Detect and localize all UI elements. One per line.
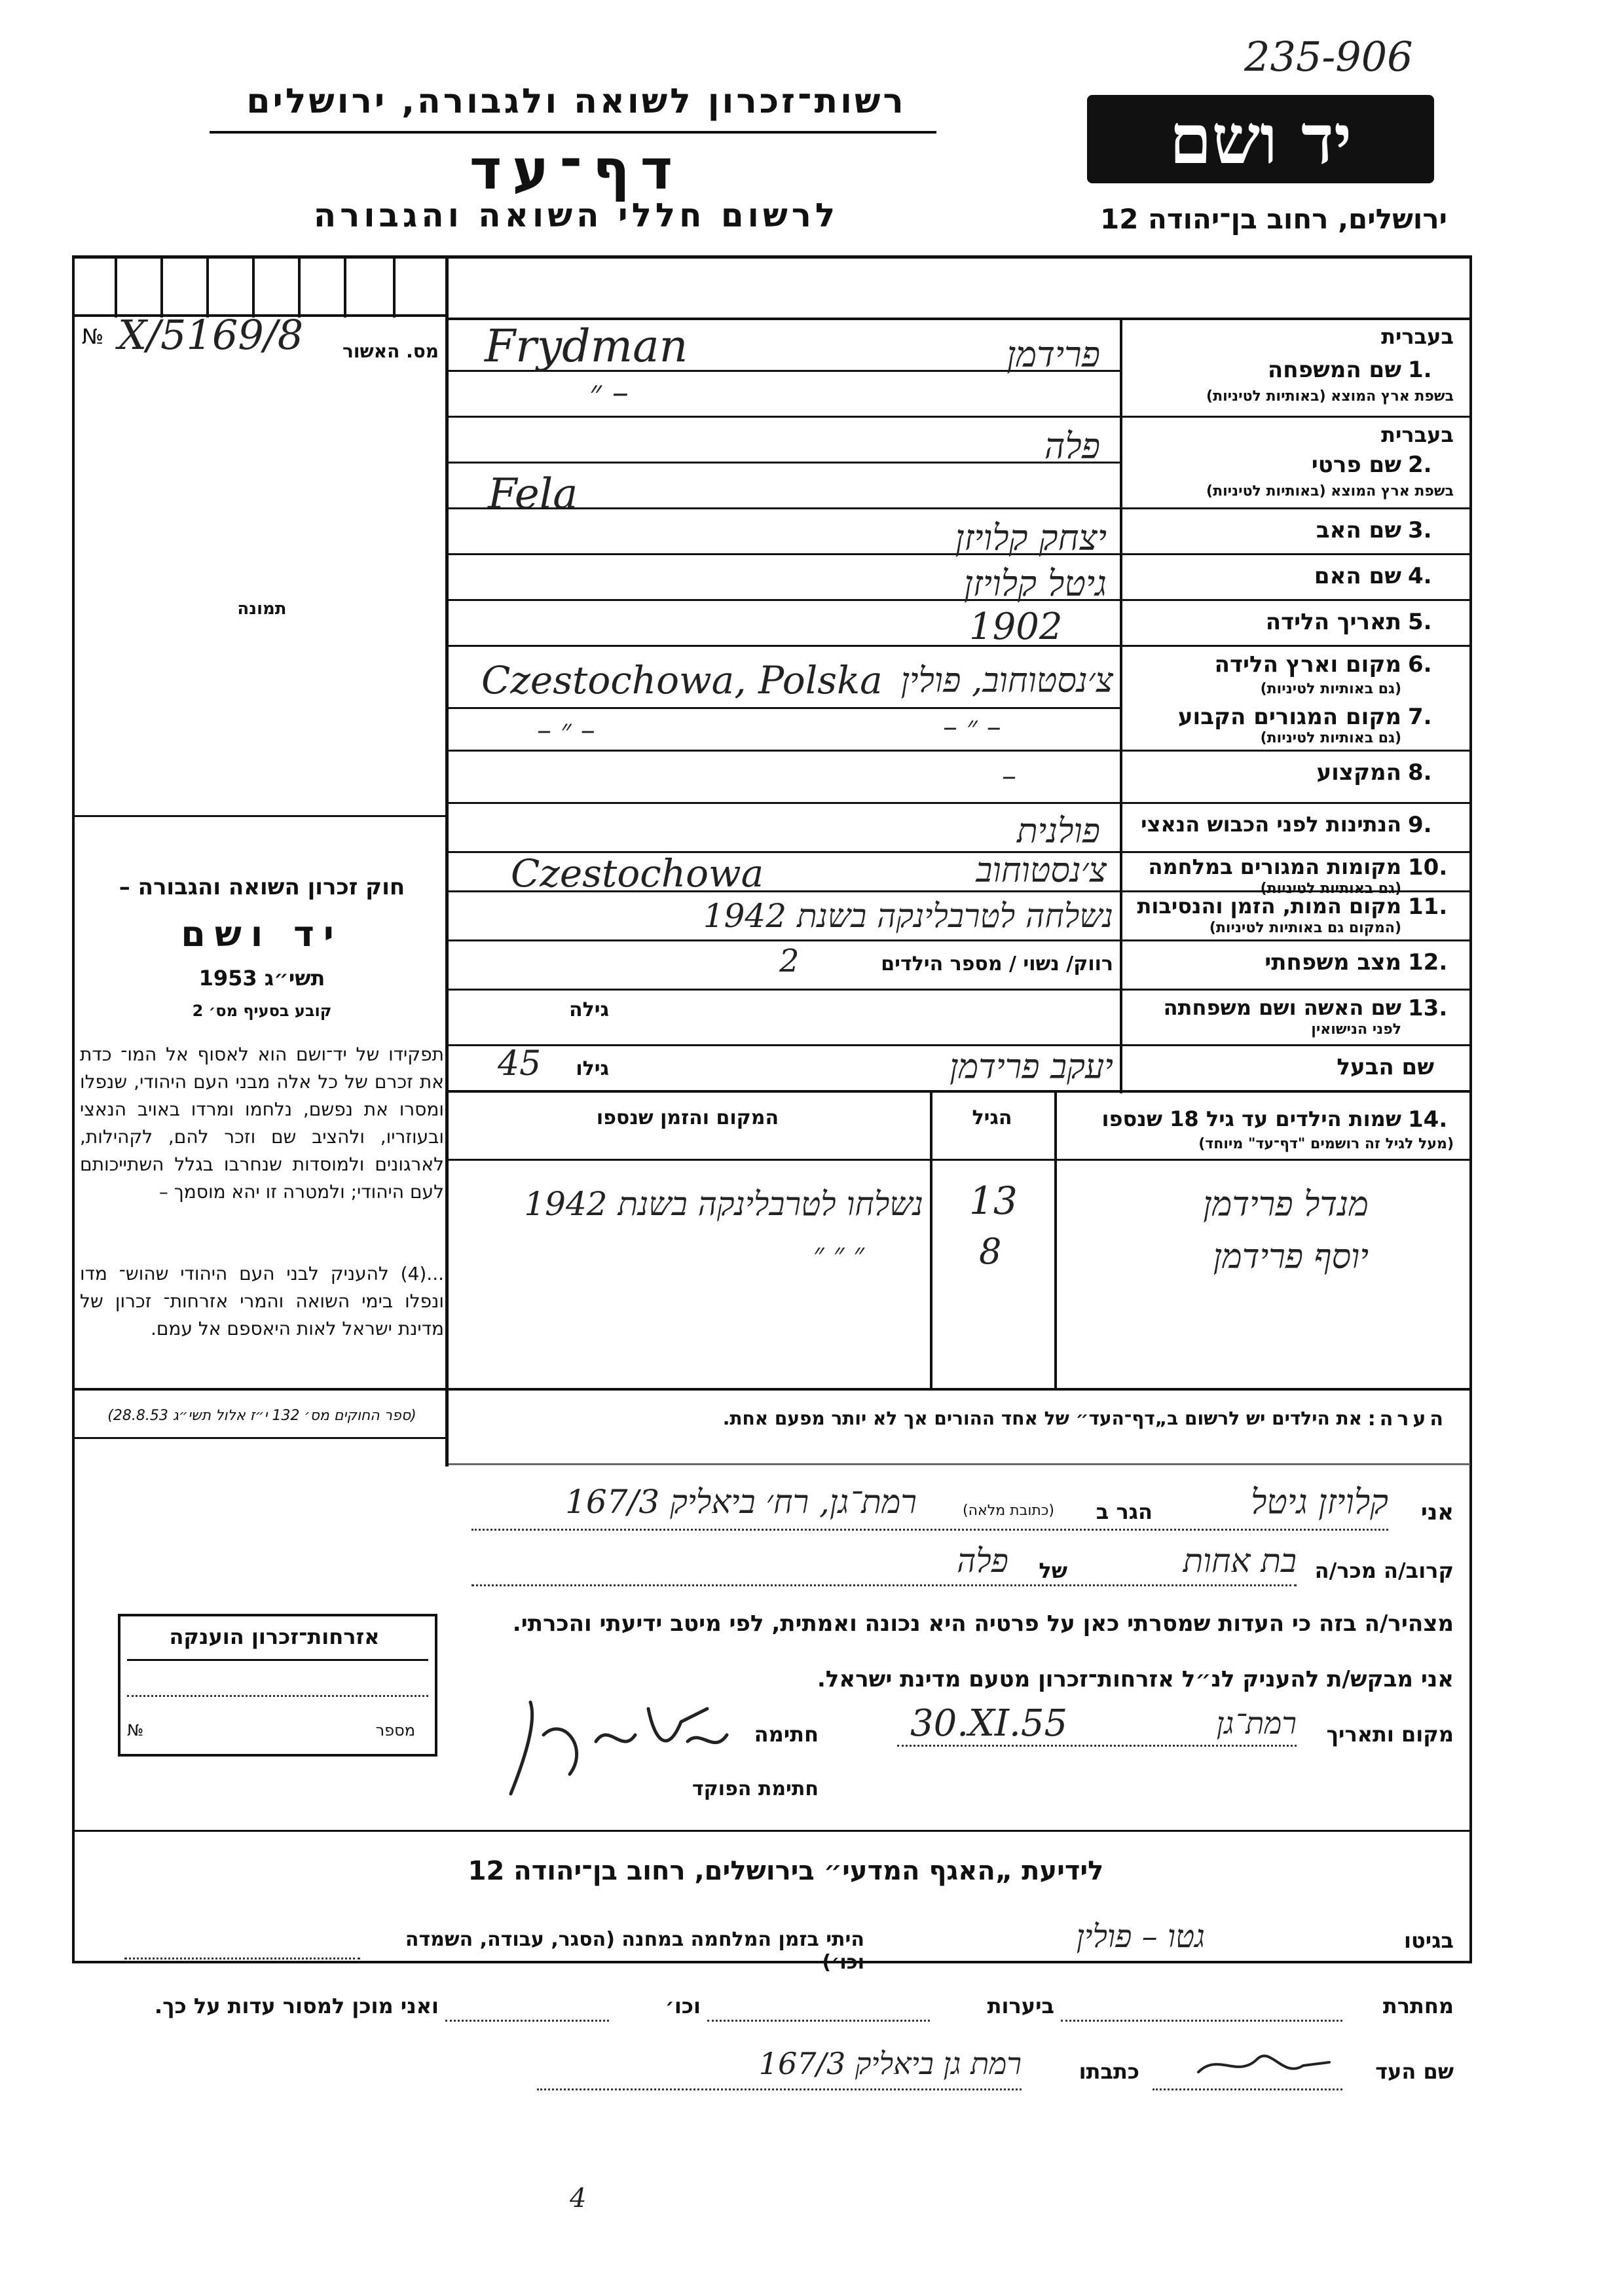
declaration-resident-label: הגר ב	[1096, 1499, 1153, 1524]
wife-age-label: גילה	[569, 998, 609, 1021]
child-1-age: 13	[969, 1178, 1018, 1223]
info-line2-a: מחתרת	[1382, 1994, 1454, 2018]
info-line2-c: וכו׳	[665, 1994, 701, 2018]
declaration-address: רמת־גן, רח׳ ביאליק 167/3	[565, 1483, 917, 1521]
children-note: (מעל לגיל זה רושמים "דף־עד" מיוחד)	[1198, 1136, 1454, 1152]
field-13-sub: לפני הנישואין	[1311, 1021, 1401, 1038]
field-4-label: שם האם	[1314, 563, 1401, 589]
field-8-num: 8.	[1408, 759, 1432, 786]
declaration-relative-label: קרוב/ה מכר/ה	[1314, 1558, 1454, 1583]
field-2-hebrew-value: פלה	[1044, 426, 1100, 467]
info-line3-label: שם העד	[1375, 2059, 1454, 2084]
yad-vashem-logo: יד ושם	[1087, 95, 1434, 183]
law-paragraph-2: ...(4) להעניק לבני העם היהודי שהוש־ מדו ונפלו בימי השואה והמרי אזרחות־ זכרון של מדינת ישראל לאות היאספם אל עמם.	[80, 1263, 444, 1339]
field-1-label: שם המשפחה	[1267, 357, 1401, 383]
field-5-num: 5.	[1408, 609, 1432, 635]
signature-label: חתימה	[754, 1722, 819, 1747]
husband-age-label: גילו	[576, 1057, 609, 1080]
field-3-num: 3.	[1408, 517, 1432, 543]
archive-number: 235-906	[1244, 33, 1413, 81]
child-2-age: 8	[979, 1231, 1002, 1272]
certificate-no-sign: №	[127, 1721, 143, 1740]
field-6-latin-value: Czestochowa, Polska	[481, 658, 883, 702]
field-12-label: מצב משפחתי	[1264, 949, 1401, 975]
children-col-place: המקום והזמן שנספו	[596, 1106, 779, 1129]
field-1-latin-ditto: ״ –	[589, 373, 629, 411]
field-7-label: מקום המגורים הקבוע	[1177, 704, 1401, 730]
child-2-name: יוסף פרידמן	[1213, 1237, 1369, 1277]
field-9-num: 9.	[1408, 812, 1432, 838]
children-title: שמות הילדים עד גיל 18 שנספו	[1101, 1106, 1401, 1131]
declaration-relation: בת אחות	[1183, 1542, 1297, 1580]
field-7-num: 7.	[1408, 704, 1432, 730]
field-12-num: 12.	[1408, 949, 1448, 975]
law-name: יד ושם	[181, 913, 343, 955]
field-8-label: המקצוע	[1316, 759, 1401, 786]
field-10-latin-value: Czestochowa	[511, 851, 764, 896]
field-13-num: 13.	[1408, 995, 1448, 1021]
law-paragraph-1: תפקידו של יד־ושם הוא לאסוף אל המו־ כדת את זכרם של כל אלה מבני העם היהודי, שנפלו ומסרו את נפשם, נלחמו ומרדו באויב הנאצי ובעוזריו, ולהציב שם וזכר להם, לקהילות, לארגונים ולמוסדות שנחרבו בגלל השתייכותם לעם היהודי; ולמטרה זו יהא מוסמך –	[80, 1044, 444, 1203]
info-line3-address-label: כתבתו	[1079, 2059, 1139, 2084]
declaration-i-name: קלויזן גיטל	[1251, 1483, 1388, 1522]
info-line3-address: רמת גן ביאליק 167/3	[758, 2046, 1022, 2081]
field-9-value: פולנית	[1016, 812, 1100, 851]
field-1-latin-value: Frydman	[485, 321, 688, 373]
field-10-label: מקומות המגורים במלחמה	[1148, 854, 1401, 879]
certificate-title: אזרחות־זכרון הוענקה	[169, 1624, 380, 1649]
info-line2-b: ביערות	[987, 1994, 1054, 2018]
field-2-num: 2.	[1408, 452, 1432, 478]
children-section-num: 14.	[1408, 1106, 1448, 1133]
field-7-latin-value: – ״ –	[537, 714, 595, 747]
certificate-number-label: מספר	[375, 1721, 415, 1740]
declaration-address-hint: (כתובת מלאה)	[963, 1503, 1054, 1519]
field-2-lang: בעברית	[1381, 422, 1454, 447]
field-10-sub: (גם באותיות לטיניות)	[1260, 881, 1401, 897]
field-3-value: יצחק קלויזן	[955, 517, 1107, 558]
field-6-num: 6.	[1408, 651, 1432, 678]
field-12-options: רווק/ נשוי / מספר הילדים	[881, 953, 1113, 975]
field-10-num: 10.	[1408, 854, 1448, 881]
declaration-place: רמת־גן	[1216, 1705, 1297, 1741]
children-col-age: הגיל	[972, 1106, 1012, 1129]
declaration-of-label: של	[1039, 1558, 1067, 1583]
remark-text: את הילדים יש לרשום ב„דף־העד״ של אחד ההורים אך לא יותר מפעם אחת.	[722, 1408, 1362, 1429]
field-11-value: נשלחה לטרבלינקה בשנת 1942	[703, 897, 1113, 935]
husband-label: שם הבעל	[1337, 1054, 1434, 1080]
law-year: תשי״ג 1953	[198, 966, 325, 991]
approval-no-sign: №	[82, 324, 104, 349]
field-12-children-count: 2	[779, 943, 800, 979]
field-7-value: – ״ –	[943, 710, 1001, 744]
field-1-num: 1.	[1408, 357, 1432, 383]
field-4-value: גיטל קלויזן	[964, 563, 1107, 604]
certificate-box	[118, 1614, 437, 1757]
declaration-i-label: אני	[1420, 1499, 1454, 1525]
declaration-request: אני מבקש/ת להעניק לנ״ל אזרחות־זכרון מטעם מדינת ישראל.	[817, 1666, 1454, 1692]
place-date-label: מקום ותאריך	[1326, 1722, 1454, 1747]
page-number: 4	[570, 2183, 587, 2214]
field-1-lang: בעברית	[1381, 324, 1454, 349]
field-2-latin-value: Fela	[488, 470, 578, 519]
address-header: ירושלים, רחוב בן־יהודה 12	[1099, 203, 1447, 235]
info-line1-end: בגיטו	[1404, 1928, 1454, 1953]
info-title: לידיעת „האגף המדעי״ בירושלים, רחוב בן־יהודה 12	[468, 1856, 1104, 1886]
law-footnote: (ספר החוקים מס׳ 132 י״ז אלול תשי״ג 28.8.53)	[107, 1408, 416, 1424]
child-1-name: מנדל פרידמן	[1203, 1185, 1369, 1224]
witness-signature	[1192, 2039, 1336, 2092]
field-2-sub: בשפת ארץ המוצא (באותיות לטיניות)	[1206, 483, 1454, 500]
field-9-label: הנתינות לפני הכבוש הנאצי	[1141, 812, 1401, 837]
field-6-sub: (גם באותיות לטיניות)	[1260, 681, 1401, 697]
declaration-of-name: פלה	[957, 1542, 1008, 1580]
field-3-label: שם האב	[1316, 517, 1401, 543]
declaration-date: 30.XI.55	[910, 1702, 1068, 1745]
field-1-sub: בשפת ארץ המוצא (באותיות לטיניות)	[1206, 388, 1454, 405]
field-7-sub: (גם באותיות לטיניות)	[1260, 730, 1401, 746]
form-title: דף־עד	[469, 137, 684, 202]
child-2-place: ״ ״ ״	[813, 1237, 864, 1271]
info-line1-value: גטו – פולין	[1076, 1918, 1205, 1955]
form-subtitle: לרשום חללי השואה והגבורה	[313, 196, 840, 234]
field-6-hebrew-value: צ׳נסטוחוב, פולין	[900, 661, 1113, 701]
approval-label: מס. האשור	[342, 340, 439, 362]
info-line2-end: ואני מוכן למסור עדות על כך.	[154, 1994, 439, 2018]
field-2-label: שם פרטי	[1311, 452, 1401, 478]
field-11-sub: (המקום גם באותיות לטיניות)	[1209, 920, 1401, 936]
officer-signature-label: חתימת הפוקד	[692, 1777, 819, 1800]
field-8-value: –	[1002, 759, 1016, 793]
field-11-num: 11.	[1408, 894, 1448, 920]
authority-name: רשות־זכרון לשואה ולגבורה, ירושלים	[246, 82, 906, 121]
field-6-label: מקום וארץ הלידה	[1214, 651, 1401, 678]
field-11-label: מקום המות, הזמן והנסיבות	[1137, 894, 1401, 919]
remark-label: הערה:	[1367, 1408, 1447, 1430]
field-13-label: שם האשה ושם משפחתה	[1163, 995, 1401, 1020]
field-10-hebrew-value: צ׳נסטוחוב	[976, 851, 1107, 890]
field-5-value: 1902	[969, 606, 1063, 648]
field-5-label: תאריך הלידה	[1265, 609, 1401, 635]
field-4-num: 4.	[1408, 563, 1432, 589]
approval-number: X/5169/8	[118, 311, 304, 359]
husband-age: 45	[498, 1044, 542, 1084]
husband-value: יעקב פרידמן	[950, 1048, 1113, 1087]
photo-label: תמונה	[237, 599, 287, 619]
info-line1-label: היתי בזמן המלחמה במחנה (הסגר, עבודה, השמדה וכו׳)	[405, 1928, 864, 1974]
child-1-place: נשלחו לטרבלינקה בשנת 1942	[524, 1185, 923, 1223]
law-title: חוק זכרון השואה והגבורה –	[119, 874, 405, 900]
declaration-statement: מצהיר/ה בזה כי העדות שמסרתי כאן על פרטיה היא נכונה ואמתית, לפי מיטב ידיעתי והכרתי.	[512, 1611, 1454, 1637]
law-clause: קובע בסעיף מס׳ 2	[192, 1002, 332, 1020]
field-1-hebrew-value: פרידמן	[1006, 334, 1100, 375]
